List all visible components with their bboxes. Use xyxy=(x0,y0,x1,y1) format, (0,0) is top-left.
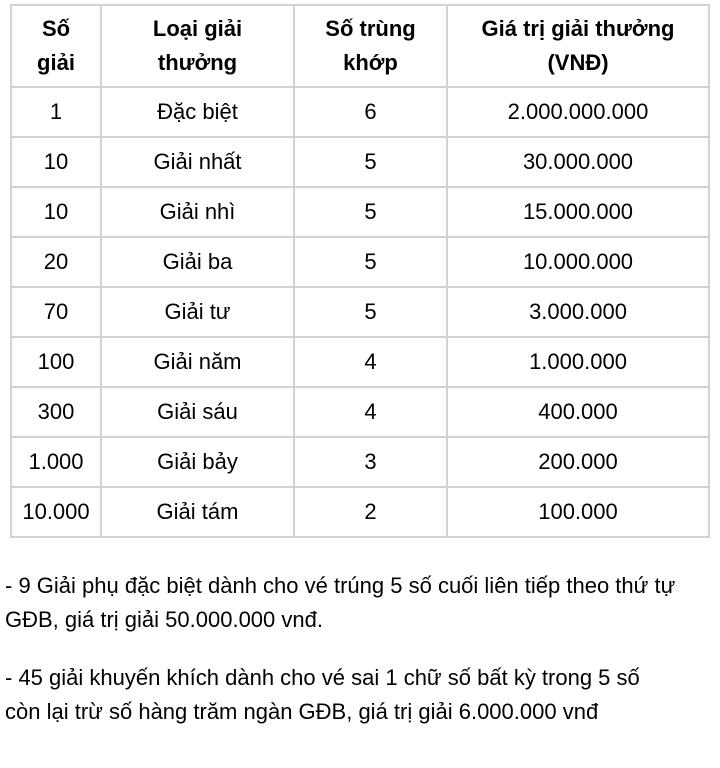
header-gia-tri-giai-thuong: Giá trị giải thưởng (VNĐ) xyxy=(447,5,709,87)
cell-match-count: 5 xyxy=(294,237,447,287)
prize-row xyxy=(11,137,709,187)
notes-section xyxy=(5,569,695,729)
cell-match-count: 5 xyxy=(294,137,447,187)
cell-match-count: 4 xyxy=(294,387,447,437)
cell-prize-name: Giải sáu xyxy=(101,387,294,437)
prize-row xyxy=(11,237,709,287)
cell-prize-value: 1.000.000 xyxy=(447,337,709,387)
cell-match-count: 4 xyxy=(294,337,447,387)
cell-match-count: 5 xyxy=(294,187,447,237)
cell-prize-name: Giải ba xyxy=(101,237,294,287)
cell-prize-value: 15.000.000 xyxy=(447,187,709,237)
cell-prize-value: 2.000.000.000 xyxy=(447,87,709,137)
cell-prize-count: 70 xyxy=(11,287,101,337)
cell-prize-name: Giải bảy xyxy=(101,437,294,487)
cell-prize-count: 10 xyxy=(11,187,101,237)
cell-prize-count: 10.000 xyxy=(11,487,101,537)
cell-prize-count: 300 xyxy=(11,387,101,437)
prize-table xyxy=(10,4,710,538)
cell-prize-count: 20 xyxy=(11,237,101,287)
cell-prize-value: 200.000 xyxy=(447,437,709,487)
cell-prize-count: 1.000 xyxy=(11,437,101,487)
cell-prize-count: 1 xyxy=(11,87,101,137)
header-loai-giai-thuong: Loại giải thưởng xyxy=(101,5,294,87)
header-row xyxy=(11,5,709,87)
cell-prize-name: Giải tám xyxy=(101,487,294,537)
cell-prize-count: 10 xyxy=(11,137,101,187)
prize-row xyxy=(11,187,709,237)
cell-match-count: 6 xyxy=(294,87,447,137)
prize-row xyxy=(11,387,709,437)
cell-match-count: 5 xyxy=(294,287,447,337)
cell-prize-value: 400.000 xyxy=(447,387,709,437)
prize-row xyxy=(11,487,709,537)
cell-prize-value: 3.000.000 xyxy=(447,287,709,337)
header-so-trung-khop: Số trùng khớp xyxy=(294,5,447,87)
cell-match-count: 3 xyxy=(294,437,447,487)
note-special-sub-prize: - 9 Giải phụ đặc biệt dành cho vé trúng 5 số cuối liên tiếp theo thứ tự GĐB, giá trị giải 50.000.000 vnđ. xyxy=(5,573,676,632)
cell-prize-name: Giải tư xyxy=(101,287,294,337)
cell-prize-value: 10.000.000 xyxy=(447,237,709,287)
cell-prize-value: 30.000.000 xyxy=(447,137,709,187)
note-consolation-prize: - 45 giải khuyến khích dành cho vé sai 1 chữ số bất kỳ trong 5 số còn lại trừ số hàng trăm ngàn GĐB, giá trị giải 6.000.000 vnđ xyxy=(5,665,640,724)
cell-prize-value: 100.000 xyxy=(447,487,709,537)
cell-prize-name: Giải nhì xyxy=(101,187,294,237)
prize-row xyxy=(11,337,709,387)
cell-prize-name: Đặc biệt xyxy=(101,87,294,137)
prize-row xyxy=(11,87,709,137)
cell-prize-count: 100 xyxy=(11,337,101,387)
header-so-giai: Số giải xyxy=(11,5,101,87)
cell-prize-name: Giải nhất xyxy=(101,137,294,187)
prize-row xyxy=(11,287,709,337)
prize-row xyxy=(11,437,709,487)
cell-match-count: 2 xyxy=(294,487,447,537)
cell-prize-name: Giải năm xyxy=(101,337,294,387)
